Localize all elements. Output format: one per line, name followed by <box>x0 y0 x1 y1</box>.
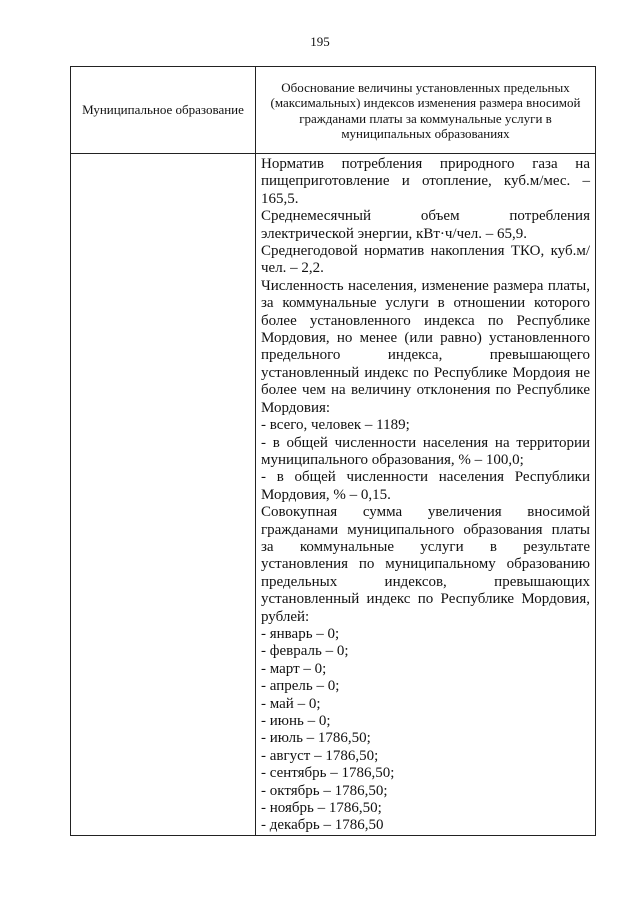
header-justification: Обоснование величины установленных предельных (максимальных) индексов изменения размера вносимой гражданами платы за коммунальные услуги в муниципальных образованиях <box>256 67 596 154</box>
page-number: 195 <box>310 34 330 49</box>
list-item: - сентябрь – 1786,50; <box>261 765 395 782</box>
paragraph-tko: Среднегодовой норматив накопления ТКО, куб.м/чел. – 2,2. <box>261 243 590 277</box>
municipality-cell <box>71 154 256 836</box>
table-header-row <box>71 67 596 154</box>
list-item: - январь – 0; <box>261 625 340 642</box>
list-item: - всего, человек – 1189; <box>261 417 410 434</box>
list-item: - июнь – 0; <box>261 713 331 729</box>
header-municipality: Муниципальное образование <box>71 67 256 154</box>
list-item: - в общей численности населения на территории муниципального образования, % – 100,0; <box>261 434 590 468</box>
paragraph-total-sum: Совокупная сумма увеличения вносимой гражданами муниципального образования платы за коммунальные услуги в результате установления по муниципальному образованию предельных индексов, превышающих установленный индекс по Республике Мордовия, рублей: <box>261 504 590 625</box>
paragraph-gas-norm: Норматив потребления природного газа на пищеприготовление и отопление, куб.м/мес. – 165,5. <box>261 156 590 207</box>
list-item: - декабрь – 1786,50 <box>261 817 384 834</box>
list-item: - май – 0; <box>261 695 321 712</box>
paragraph-population: Численность населения, изменение размера платы, за коммунальные услуги в отношении которого более установленного индекса по Республике Мордовия, но менее (или равно) установленного предельного индекса, превышающего установленный индекс по Республике Мордоия не более чем на величину отклонения по Республике Мордовия: <box>261 277 590 416</box>
table-row <box>71 154 596 836</box>
list-item: - март – 0; <box>261 660 327 677</box>
list-item: - апрель – 0; <box>261 678 340 695</box>
list-item: - в общей численности населения Республики Мордовия, % – 0,15. <box>261 469 590 503</box>
justification-table <box>70 66 596 836</box>
paragraph-electricity: Среднемесячный объем потребления электрической энергии, кВт·ч/чел. – 65,9. <box>261 208 590 242</box>
list-item: - ноябрь – 1786,50; <box>261 800 382 817</box>
justification-cell <box>256 154 596 836</box>
list-item: - февраль – 0; <box>261 643 349 660</box>
list-item: - июль – 1786,50; <box>261 730 371 747</box>
list-item: - октябрь – 1786,50; <box>261 782 388 799</box>
list-item: - август – 1786,50; <box>261 747 379 764</box>
